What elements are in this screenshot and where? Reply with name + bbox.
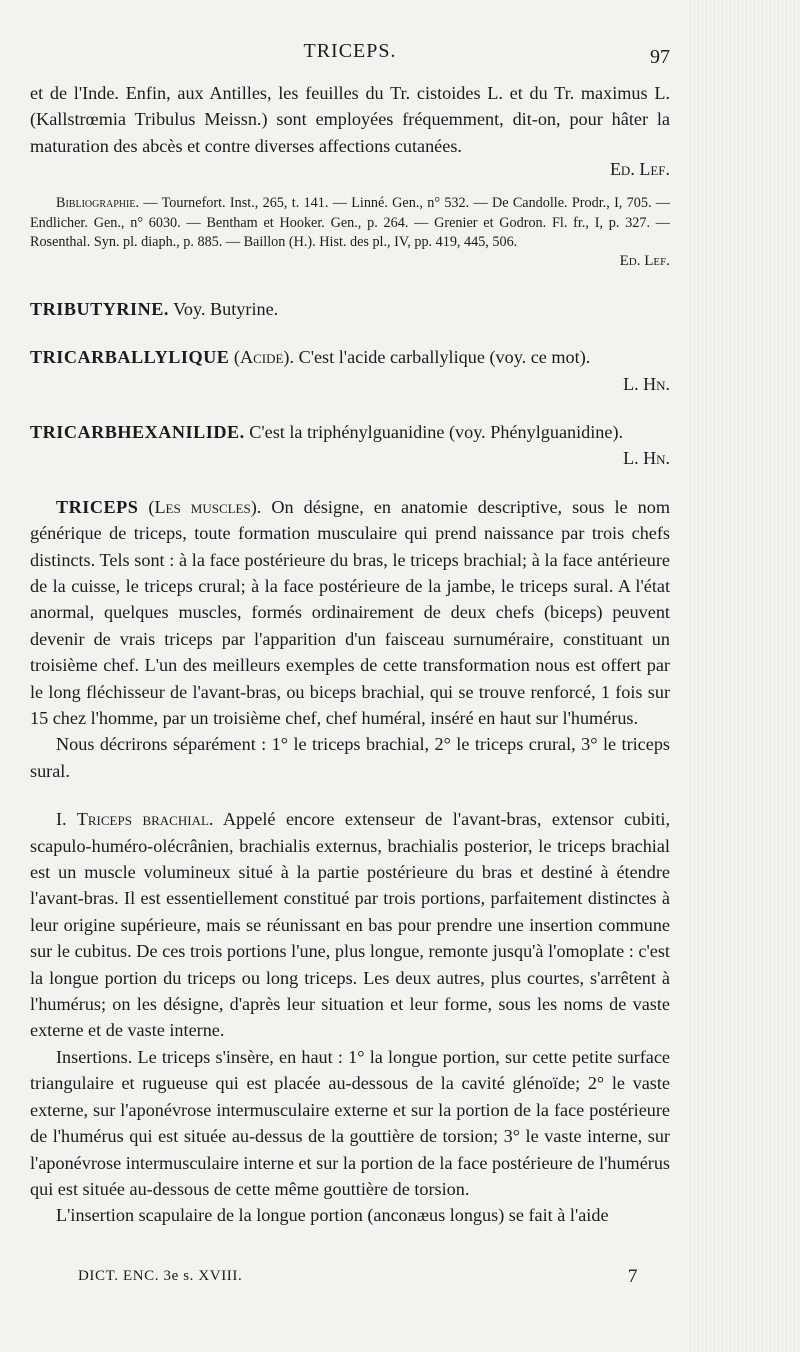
document-page: [30, 40, 670, 1229]
triceps-paragraph: [30, 494, 670, 732]
bibliography-signature: Ed. Lef.: [619, 252, 670, 269]
running-head: [30, 40, 670, 80]
entry-tributyrine: [30, 296, 670, 322]
entry-headword: TRIBUTYRINE.: [30, 298, 169, 319]
entry-text: Voy. Butyrine.: [173, 298, 279, 319]
entry-text: On désigne, en anatomie descriptive, sous le nom générique de triceps, toute formation musculaire qui prend naissance par trois chefs distincts. Tels sont : à la face postérieure du bras, le triceps brachial; à la face antérieure de la cuisse, le triceps crural; à la face postérieure de la jambe, le triceps sural. A l'état anormal, quelques muscles, formés ordinairement de deux chefs (biceps) peuvent devenir de vrais triceps par l'apparition d'un faisceau surnuméraire, constituant un troisième chef. L'un des meilleurs exemples de cette transformation nous est offert par le long fléchisseur de l'avant-bras, ou biceps brachial, qui se trouve renforcé, 1 fois sur 15 chez l'homme, par un troisième chef, chef huméral, inséré en haut sur l'humérus.: [30, 496, 670, 728]
intro-paragraph: et de l'Inde. Enfin, aux Antilles, les feuilles du Tr. cistoides L. et du Tr. maximus L. (Kallstrœmia Tribulus Meissn.) sont employées fréquemment, dit-on, pour hâter la maturation des abcès et contre diverses affections cutanées.: [30, 83, 670, 156]
page-number: 97: [650, 46, 670, 68]
section-text: Appelé encore extenseur de l'avant-bras, extensor cubiti, scapulo-huméro-olécrânien, brachialis externus, brachialis posterior, le triceps brachial est un muscle volumineux situé à la partie postérieure du bras et destiné à étendre l'avant-bras. Il est essentiellement constitué par trois portions, parfaitement distinctes à leur origine supérieure, mais se réunissant en bas pour prendre une insertion commune sur le cubitus. De ces trois portions l'une, plus longue, remonte jusqu'à l'omoplate : c'est la longue portion du triceps ou long triceps. Les deux autres, plus courtes, s'arrêtent à l'humérus; on les désigne, d'après leur situation et leur forme, sous les noms de vaste externe et de vaste interne.: [30, 809, 670, 1041]
section-paragraph: [30, 806, 670, 1044]
bibliography-label: Bibliographie.: [56, 195, 140, 212]
entry-signature: L. Hn.: [623, 373, 670, 394]
entry-qualifier: (Les muscles).: [148, 496, 262, 517]
intro-signature: Ed. Lef.: [609, 159, 670, 180]
section-paragraph: Insertions. Le triceps s'insère, en haut : 1° la longue portion, sur cette petite surface triangulaire et rugueuse qui est placée au-dessous de la cavité glénoïde; 2° le vaste externe, sur l'aponévrose intermusculaire externe et sur la portion de la face postérieure de l'humérus qui est située au-dessus de la gouttière de torsion; 3° le vaste interne, sur l'aponévrose intermusculaire interne et sur la portion de la face postérieure de l'humérus qui est située au-dessous de cette même gouttière de torsion.: [30, 1046, 670, 1199]
footer-signature-line: DICT. ENC. 3e s. XVIII.: [78, 1268, 243, 1284]
page-footer: [78, 1268, 658, 1285]
footer-sheet-number: 7: [627, 1266, 638, 1287]
triceps-paragraph: Nous décrirons séparément : 1° le triceps brachial, 2° le triceps crural, 3° le triceps sural.: [30, 734, 670, 781]
bibliography: [30, 194, 670, 253]
entry-tricarballylique: [30, 344, 670, 397]
entry-tricarbhexanilide: [30, 419, 670, 472]
entry-text: C'est la triphénylguanidine (voy. Phénylguanidine).: [249, 421, 624, 442]
entry-headword: TRICARBHEXANILIDE.: [30, 421, 245, 442]
entry-text: C'est l'acide carballylique (voy. ce mot).: [298, 347, 591, 368]
section-label: I. Triceps brachial.: [56, 809, 214, 830]
section-triceps-brachial: [30, 806, 670, 1229]
scan-edge-right: [690, 0, 800, 1352]
entry-qualifier: (Acide).: [233, 347, 295, 368]
bibliography-text: — Tournefort. Inst., 265, t. 141. — Linné. Gen., n° 532. — De Candolle. Prodr., I, 705. — Endlicher. Gen., n° 6030. — Bentham et Hooker. Gen., p. 264. — Grenier et Godron. Fl. fr., I, p. 327. — Rosenthal. Syn. pl. diaph., p. 885. — Baillon (H.). Hist. des pl., IV, pp. 419, 445, 506.: [30, 195, 670, 251]
section-paragraph: L'insertion scapulaire de la longue portion (anconæus longus) se fait à l'aide: [56, 1205, 609, 1226]
entry-triceps: [30, 494, 670, 784]
entry-headword: TRICARBALLYLIQUE: [30, 347, 230, 368]
running-title: TRICEPS.: [303, 40, 397, 62]
entry-signature: L. Hn.: [623, 448, 670, 469]
entry-headword: TRICEPS: [56, 496, 139, 517]
